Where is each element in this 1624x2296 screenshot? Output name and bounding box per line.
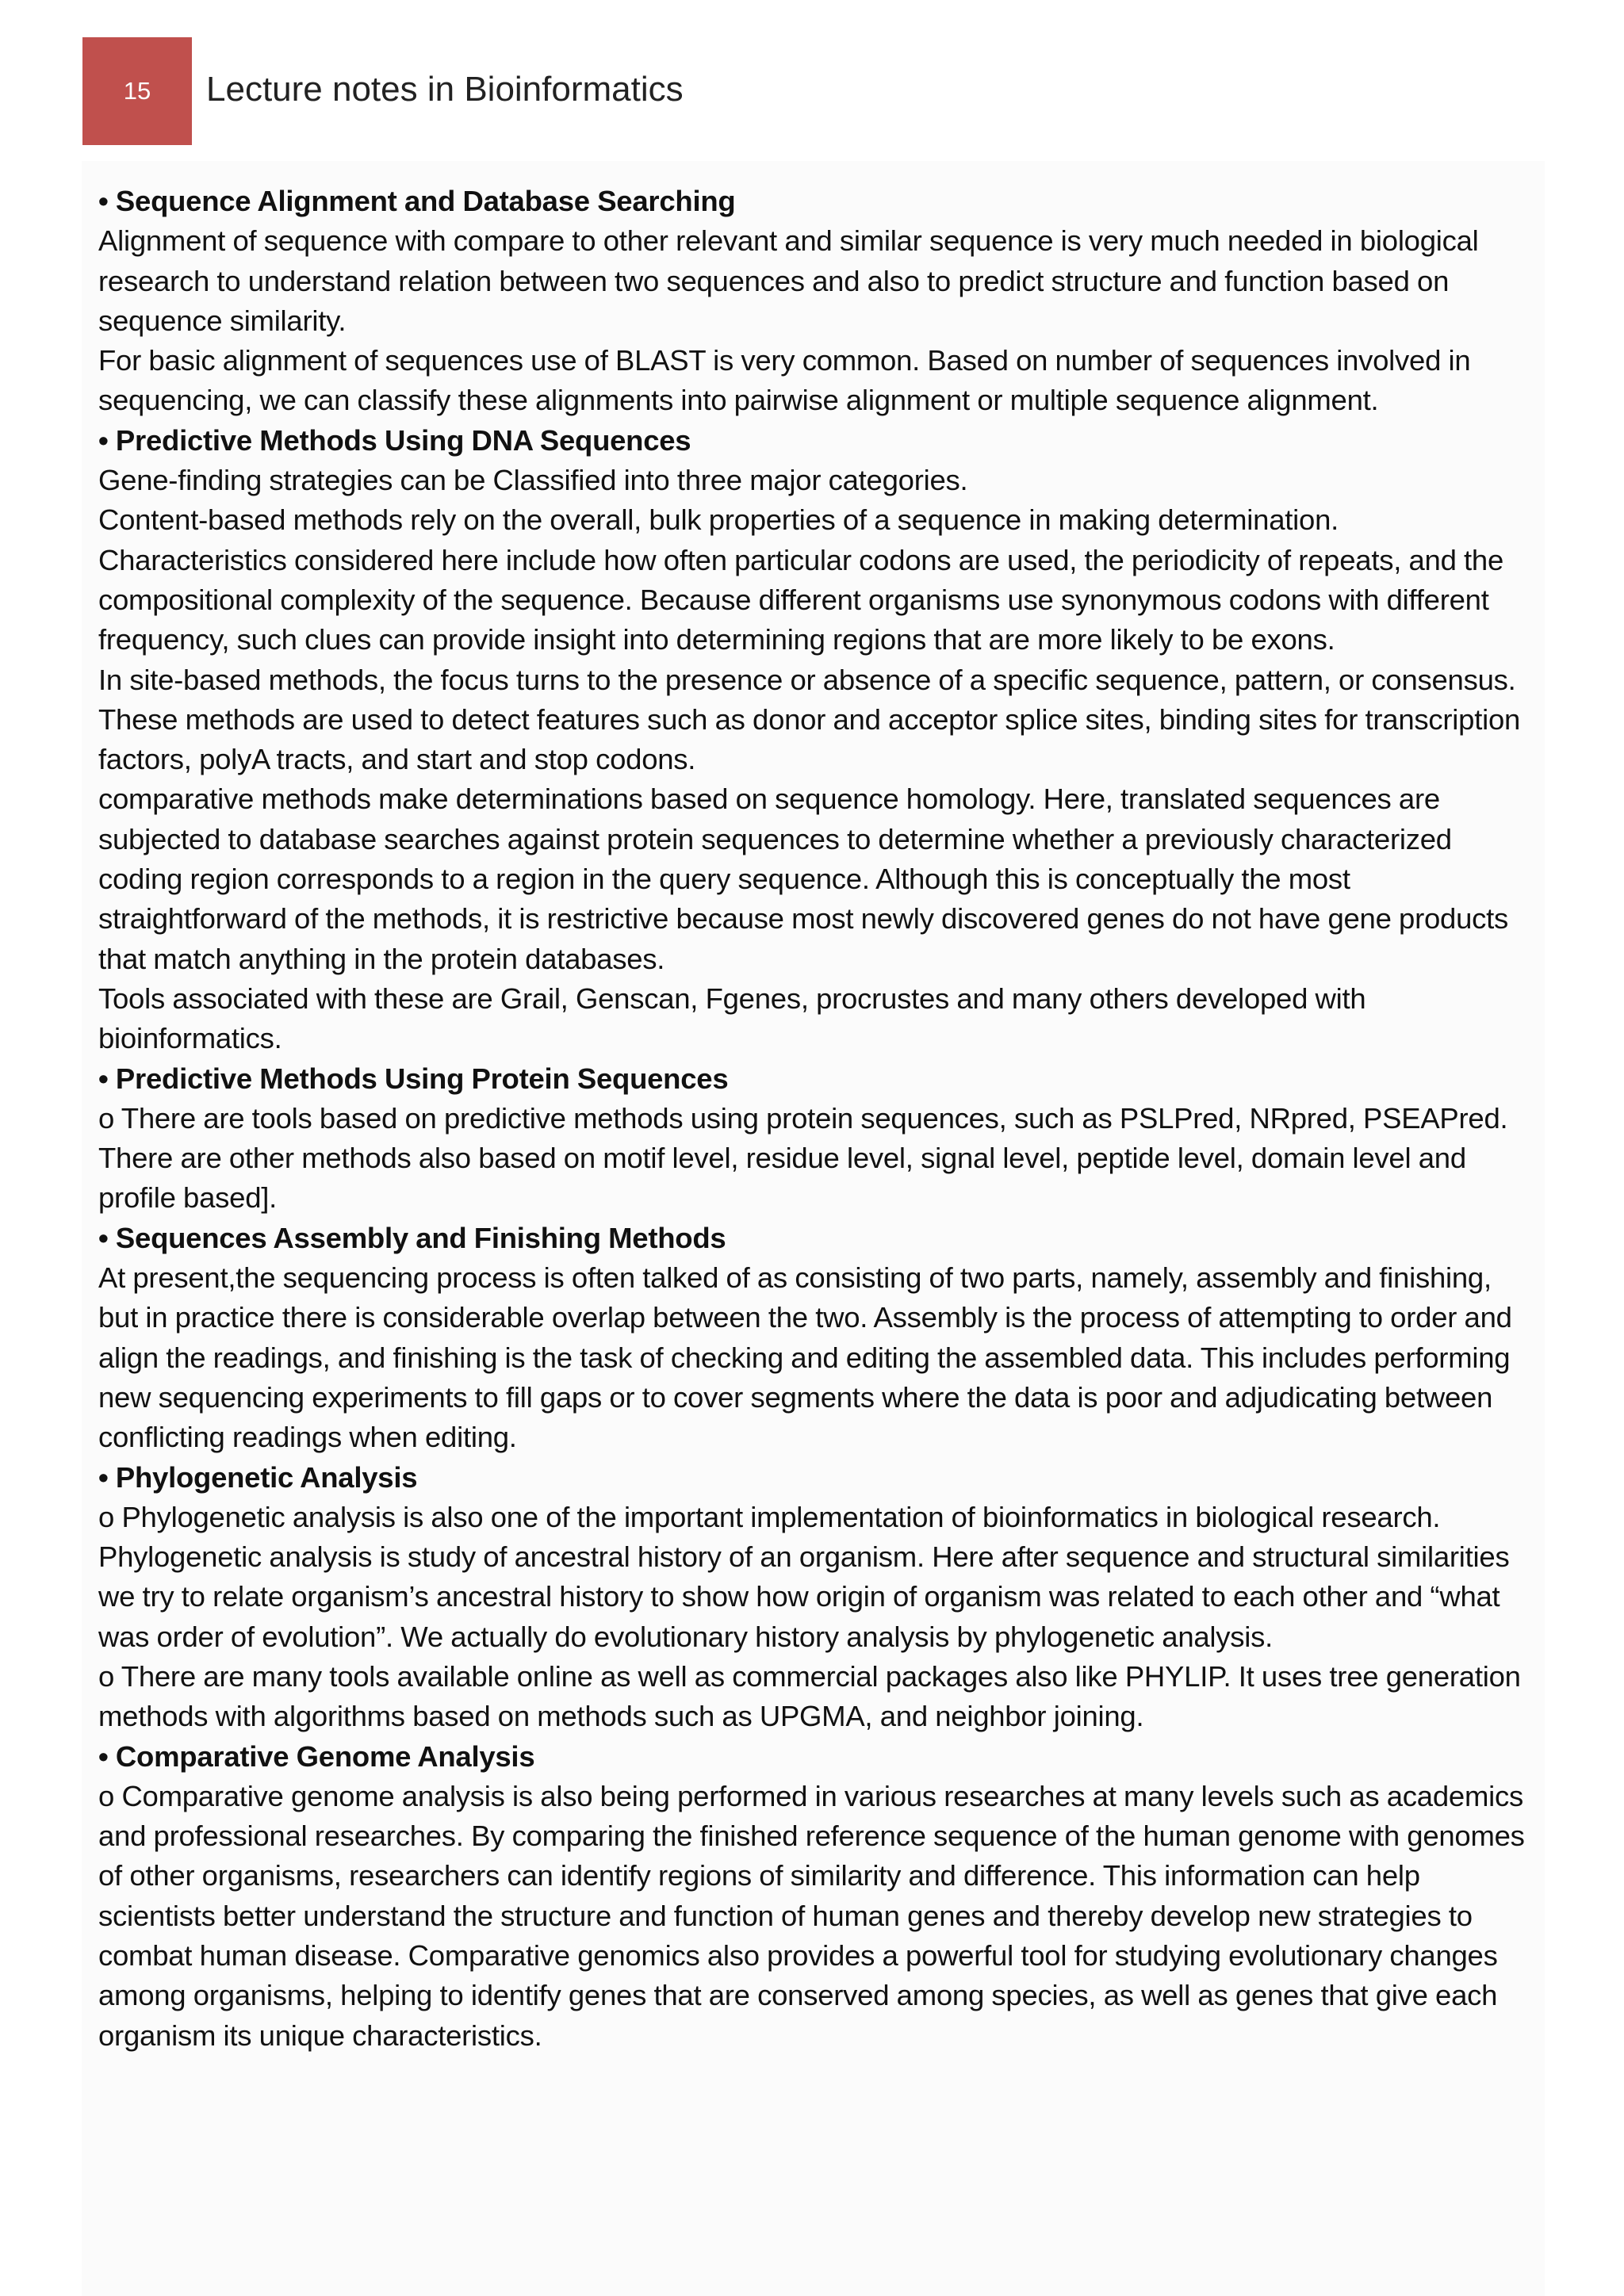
document-body	[98, 182, 1532, 2056]
page-number-badge	[82, 37, 192, 145]
section-heading: • Phylogenetic Analysis	[98, 1460, 418, 1494]
paragraph: Tools associated with these are Grail, Genscan, Fgenes, procrustes and many others developed with bioinformatics.	[98, 982, 1366, 1055]
paragraph: o There are many tools available online as well as commercial packages also like PHYLIP. It uses tree generation methods with algorithms based on methods such as UPGMA, and neighbor joining.	[98, 1659, 1521, 1733]
paragraph: For basic alignment of sequences use of BLAST is very common. Based on number of sequences involved in sequencing, we can classify these alignments into pairwise alignment or multiple sequence alignment.	[98, 344, 1471, 417]
running-header-title: Lecture notes in Bioinformatics	[206, 70, 684, 109]
paragraph: Alignment of sequence with compare to other relevant and similar sequence is very much needed in biological research to understand relation between two sequences and also to predict structure and function based on sequence similarity.	[98, 224, 1479, 337]
section-heading: • Comparative Genome Analysis	[98, 1739, 535, 1773]
section-heading: • Sequence Alignment and Database Searching	[98, 185, 736, 217]
paragraph: Gene-finding strategies can be Classified into three major categories.	[98, 464, 968, 497]
paragraph: comparative methods make determinations based on sequence homology. Here, translated sequences are subjected to database searches against protein sequences to determine whether a previously characterized coding region corresponds to a region in the query sequence. Although this is conceptually the most straightforward of the methods, it is restrictive because most newly discovered genes do not have gene products that match anything in the protein databases.	[98, 783, 1509, 975]
paragraph: At present,the sequencing process is often talked of as consisting of two parts, namely, assembly and finishing, but in practice there is considerable overlap between the two. Assembly is the process of attempting to order and align the readings, and finishing is the task of checking and editing the assembled data. This includes performing new sequencing experiments to fill gaps or to cover segments where the data is poor and adjudicating between conflicting readings when editing.	[98, 1261, 1512, 1454]
paragraph: o Comparative genome analysis is also being performed in various researches at many levels such as academics and professional researches. By comparing the finished reference sequence of the human genome with genomes of other organisms, researchers can identify regions of similarity and difference. This information can help scientists better understand the structure and function of human genes and thereby develop new strategies to combat human disease. Comparative genomics also provides a powerful tool for studying evolutionary changes among organisms, helping to identify genes that are conserved among species, as well as genes that give each organism its unique characteristics.	[98, 1779, 1525, 2052]
paragraph: o There are tools based on predictive methods using protein sequences, such as PSLPred, NRpred, PSEAPred. There are other methods also based on motif level, residue level, signal level, peptide level, domain level and profile based].	[98, 1101, 1508, 1215]
paragraph: o Phylogenetic analysis is also one of the important implementation of bioinformatics in biological research. Phylogenetic analysis is study of ancestral history of an organism. Here after sequence and structural similarities we try to relate organism’s ancestral history to show how origin of organism was related to each other and “what was order of evolution”. We actually do evolutionary history analysis by phylogenetic analysis.	[98, 1500, 1510, 1653]
paragraph: Content-based methods rely on the overall, bulk properties of a sequence in making determination. Characteristics considered here include how often particular codons are used, the periodicity of repeats, and the compositional complexity of the sequence. Because different organisms use synonymous codons with different frequency, such clues can provide insight into determining regions that are more likely to be exons.	[98, 503, 1504, 656]
paragraph: In site-based methods, the focus turns to the presence or absence of a specific sequence, pattern, or consensus. These methods are used to detect features such as donor and acceptor splice sites, binding sites for transcription factors, polyA tracts, and start and stop codons.	[98, 663, 1521, 776]
section-heading: • Sequences Assembly and Finishing Methods	[98, 1221, 726, 1254]
section-heading: • Predictive Methods Using DNA Sequences	[98, 423, 691, 457]
page-number: 15	[123, 77, 151, 105]
section-heading: • Predictive Methods Using Protein Sequences	[98, 1062, 729, 1095]
